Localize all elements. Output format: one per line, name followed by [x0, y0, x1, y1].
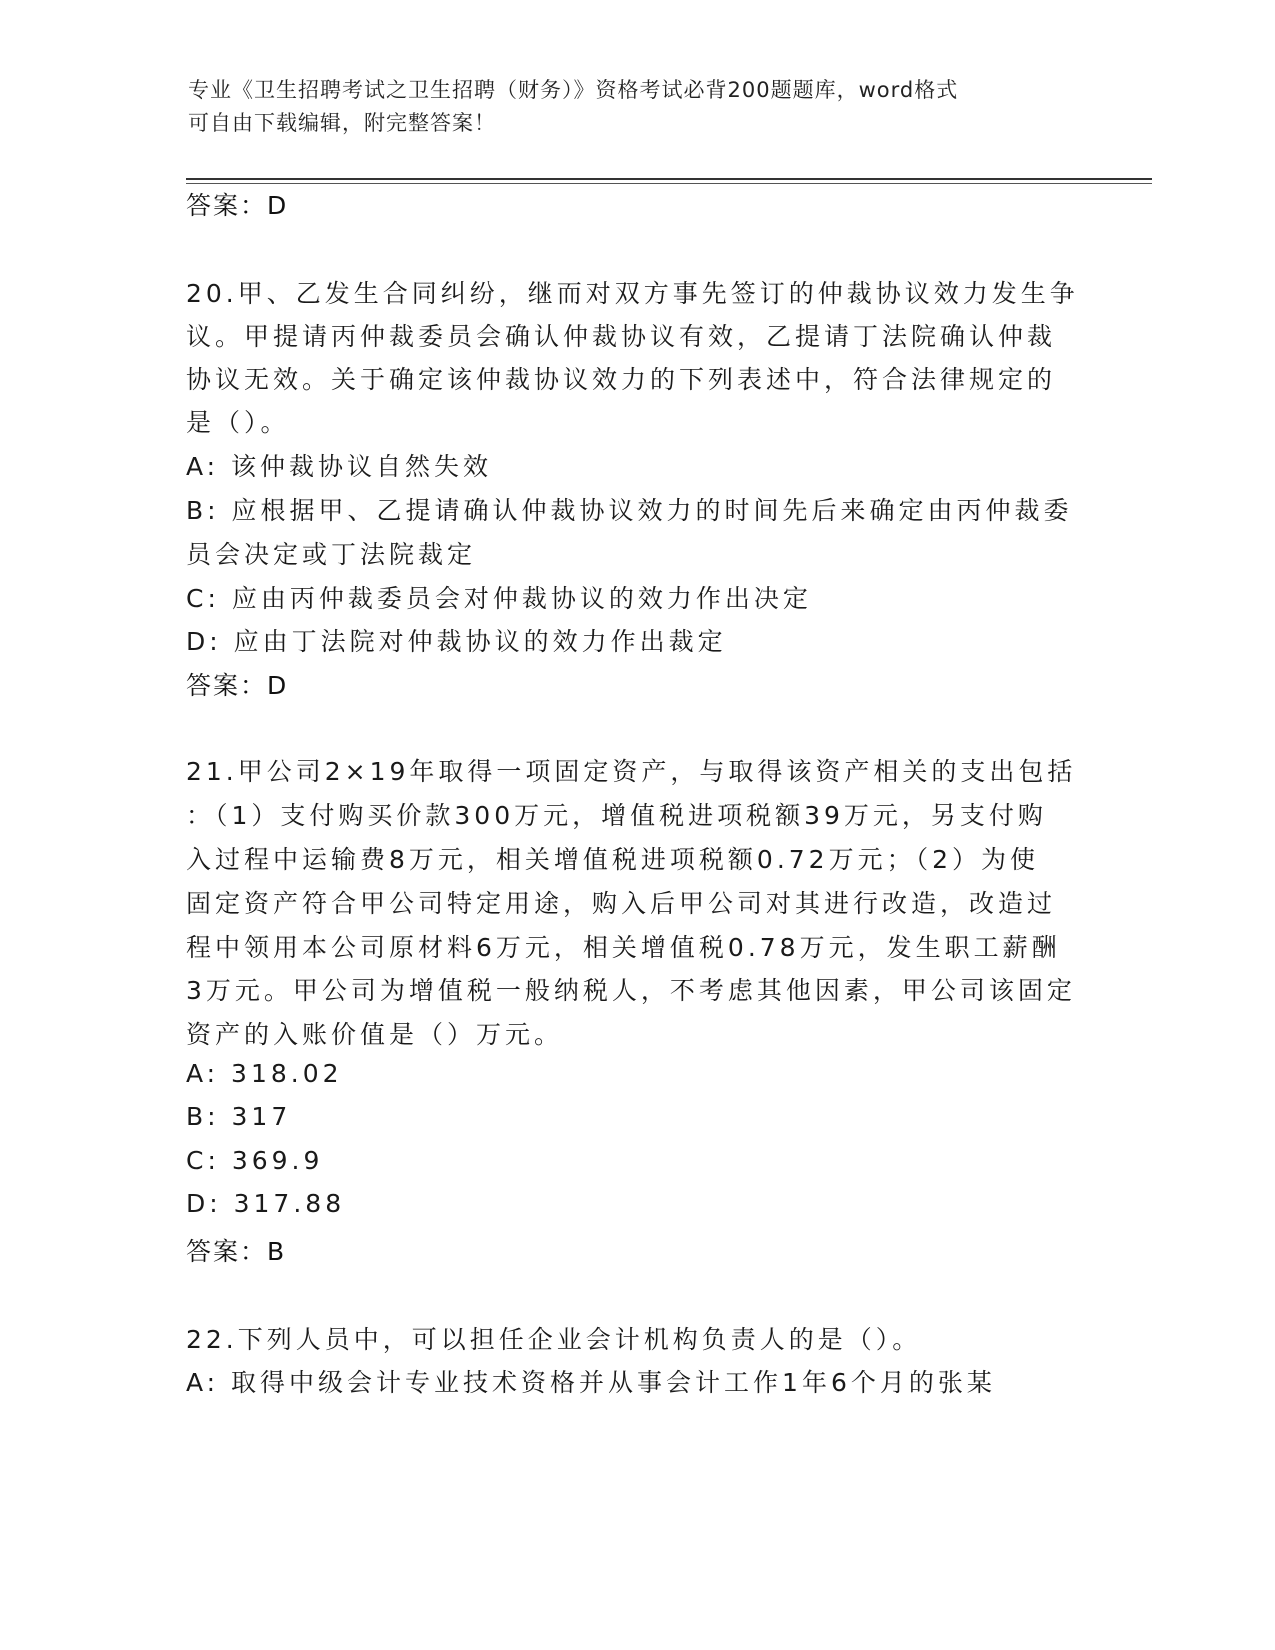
option-a: A: 该仲裁协议自然失效 — [186, 452, 493, 481]
header-line-2: 可自由下载编辑，附完整答案！ — [188, 111, 496, 135]
option-c: C: 应由丙仲裁委员会对仲裁协议的效力作出决定 — [186, 584, 812, 613]
option-c: C: 369.9 — [186, 1146, 324, 1175]
question-text-line: 是（）。 — [186, 408, 290, 437]
header-divider-thick — [186, 178, 1152, 180]
option-d: D: 应由丁法院对仲裁协议的效力作出裁定 — [186, 627, 727, 656]
question-text-line: 固定资产符合甲公司特定用途，购入后甲公司对其进行改造，改造过 — [186, 889, 1057, 918]
question-text-line: 21.甲公司2×19年取得一项固定资产，与取得该资产相关的支出包括 — [186, 757, 1077, 786]
option-b-continued: 员会决定或丁法院裁定 — [186, 540, 477, 569]
answer-q20: 答案：D — [186, 671, 289, 700]
header-line-1: 专业《卫生招聘考试之卫生招聘（财务）》资格考试必背200题题库，word格式 — [188, 78, 959, 102]
document-header — [188, 74, 1068, 140]
question-text-line: 资产的入账价值是（）万元。 — [186, 1020, 564, 1049]
answer-q19: 答案：D — [186, 191, 289, 220]
option-b: B: 应根据甲、乙提请确认仲裁协议效力的时间先后来确定由丙仲裁委 — [186, 496, 1073, 525]
question-text-line: 议。甲提请丙仲裁委员会确认仲裁协议有效，乙提请丁法院确认仲裁 — [186, 322, 1057, 351]
question-text-line: 20.甲、乙发生合同纠纷，继而对双方事先签订的仲裁协议效力发生争 — [186, 279, 1079, 308]
question-text-line: 入过程中运输费8万元，相关增值税进项税额0.72万元；（2）为使 — [186, 845, 1039, 874]
option-d: D: 317.88 — [186, 1189, 346, 1218]
question-text-line: ：（1）支付购买价款300万元，增值税进项税额39万元，另支付购 — [186, 801, 1047, 830]
question-text-line: 22.下列人员中，可以担任企业会计机构负责人的是（）。 — [186, 1325, 922, 1354]
question-text-line: 协议无效。关于确定该仲裁协议效力的下列表述中，符合法律规定的 — [186, 365, 1057, 394]
question-text-line: 程中领用本公司原材料6万元，相关增值税0.78万元，发生职工薪酬 — [186, 933, 1061, 962]
option-a: A: 取得中级会计专业技术资格并从事会计工作1年6个月的张某 — [186, 1368, 996, 1397]
option-b: B: 317 — [186, 1102, 292, 1131]
answer-q21: 答案：B — [186, 1237, 287, 1266]
question-text-line: 3万元。甲公司为增值税一般纳税人，不考虑其他因素，甲公司该固定 — [186, 976, 1076, 1005]
option-a: A: 318.02 — [186, 1059, 343, 1088]
header-divider-thin — [186, 183, 1152, 184]
